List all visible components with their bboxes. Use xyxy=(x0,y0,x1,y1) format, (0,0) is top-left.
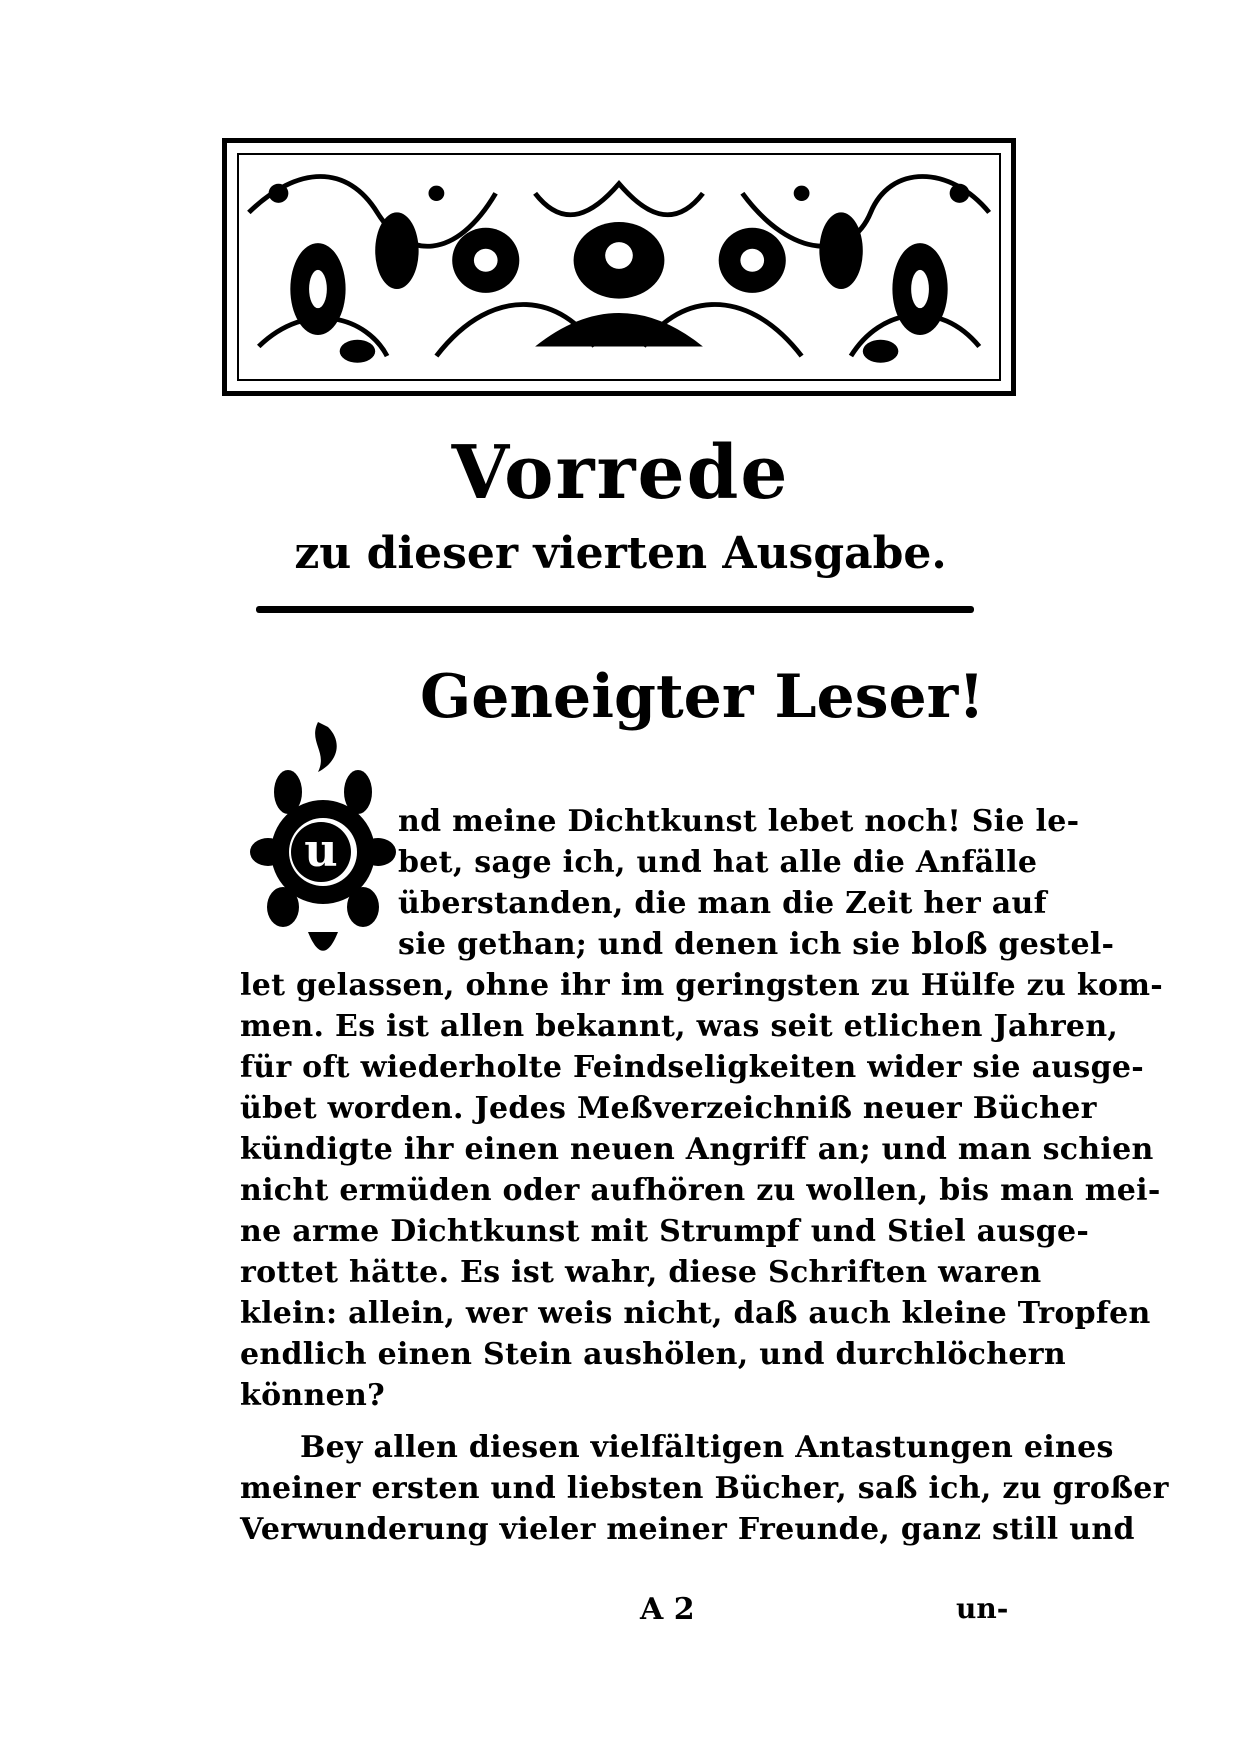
text-line: sie gethan; und denen ich sie bloß gestel- xyxy=(398,927,1115,962)
ornament-frame xyxy=(237,153,1001,381)
text-line: nicht ermüden oder aufhören zu wollen, bis man mei- xyxy=(240,1173,1161,1208)
initial-letter: u xyxy=(291,822,351,882)
decorated-initial xyxy=(248,722,398,962)
text-line: meiner ersten und liebsten Bücher, saß ich, zu großer xyxy=(240,1471,1169,1506)
text-line: übet worden. Jedes Meßverzeichniß neuer Bücher xyxy=(240,1091,1097,1126)
text-line: kündigte ihr einen neuen Angriff an; und man schien xyxy=(240,1132,1154,1167)
page-subtitle: zu dieser vierten Ausgabe. xyxy=(294,528,947,579)
text-line: bet, sage ich, und hat alle die Anfälle xyxy=(398,845,1038,880)
text-line: können? xyxy=(240,1378,385,1413)
baroque-floral-ornament-icon xyxy=(239,155,999,379)
text-line: ne arme Dichtkunst mit Strumpf und Stiel ausge- xyxy=(240,1214,1090,1249)
salutation: Geneigter Leser! xyxy=(420,662,985,732)
text-line: Bey allen diesen vielfältigen Antastungen eines xyxy=(300,1430,1114,1465)
text-line: endlich einen Stein aushölen, und durchlöchern xyxy=(240,1337,1066,1372)
text-line: Verwunderung vieler meiner Freunde, ganz still und xyxy=(240,1512,1135,1547)
text-line: für oft wiederholte Feindseligkeiten wider sie ausge- xyxy=(240,1050,1145,1085)
text-line: nd meine Dichtkunst lebet noch! Sie le- xyxy=(398,804,1080,839)
text-line: überstanden, die man die Zeit her auf xyxy=(398,886,1047,921)
page-title: Vorrede xyxy=(451,430,790,516)
title-rule xyxy=(256,606,974,613)
text-line: rottet hätte. Es ist wahr, diese Schriften waren xyxy=(240,1255,1042,1290)
ornamental-header xyxy=(222,138,1016,396)
text-line: klein: allein, wer weis nicht, daß auch kleine Tropfen xyxy=(240,1296,1151,1331)
signature-mark: A 2 xyxy=(640,1592,695,1627)
text-line: let gelassen, ohne ihr im geringsten zu Hülfe zu kom- xyxy=(240,968,1164,1003)
catchword: un- xyxy=(956,1592,1009,1625)
text-line: men. Es ist allen bekannt, was seit etlichen Jahren, xyxy=(240,1009,1119,1044)
